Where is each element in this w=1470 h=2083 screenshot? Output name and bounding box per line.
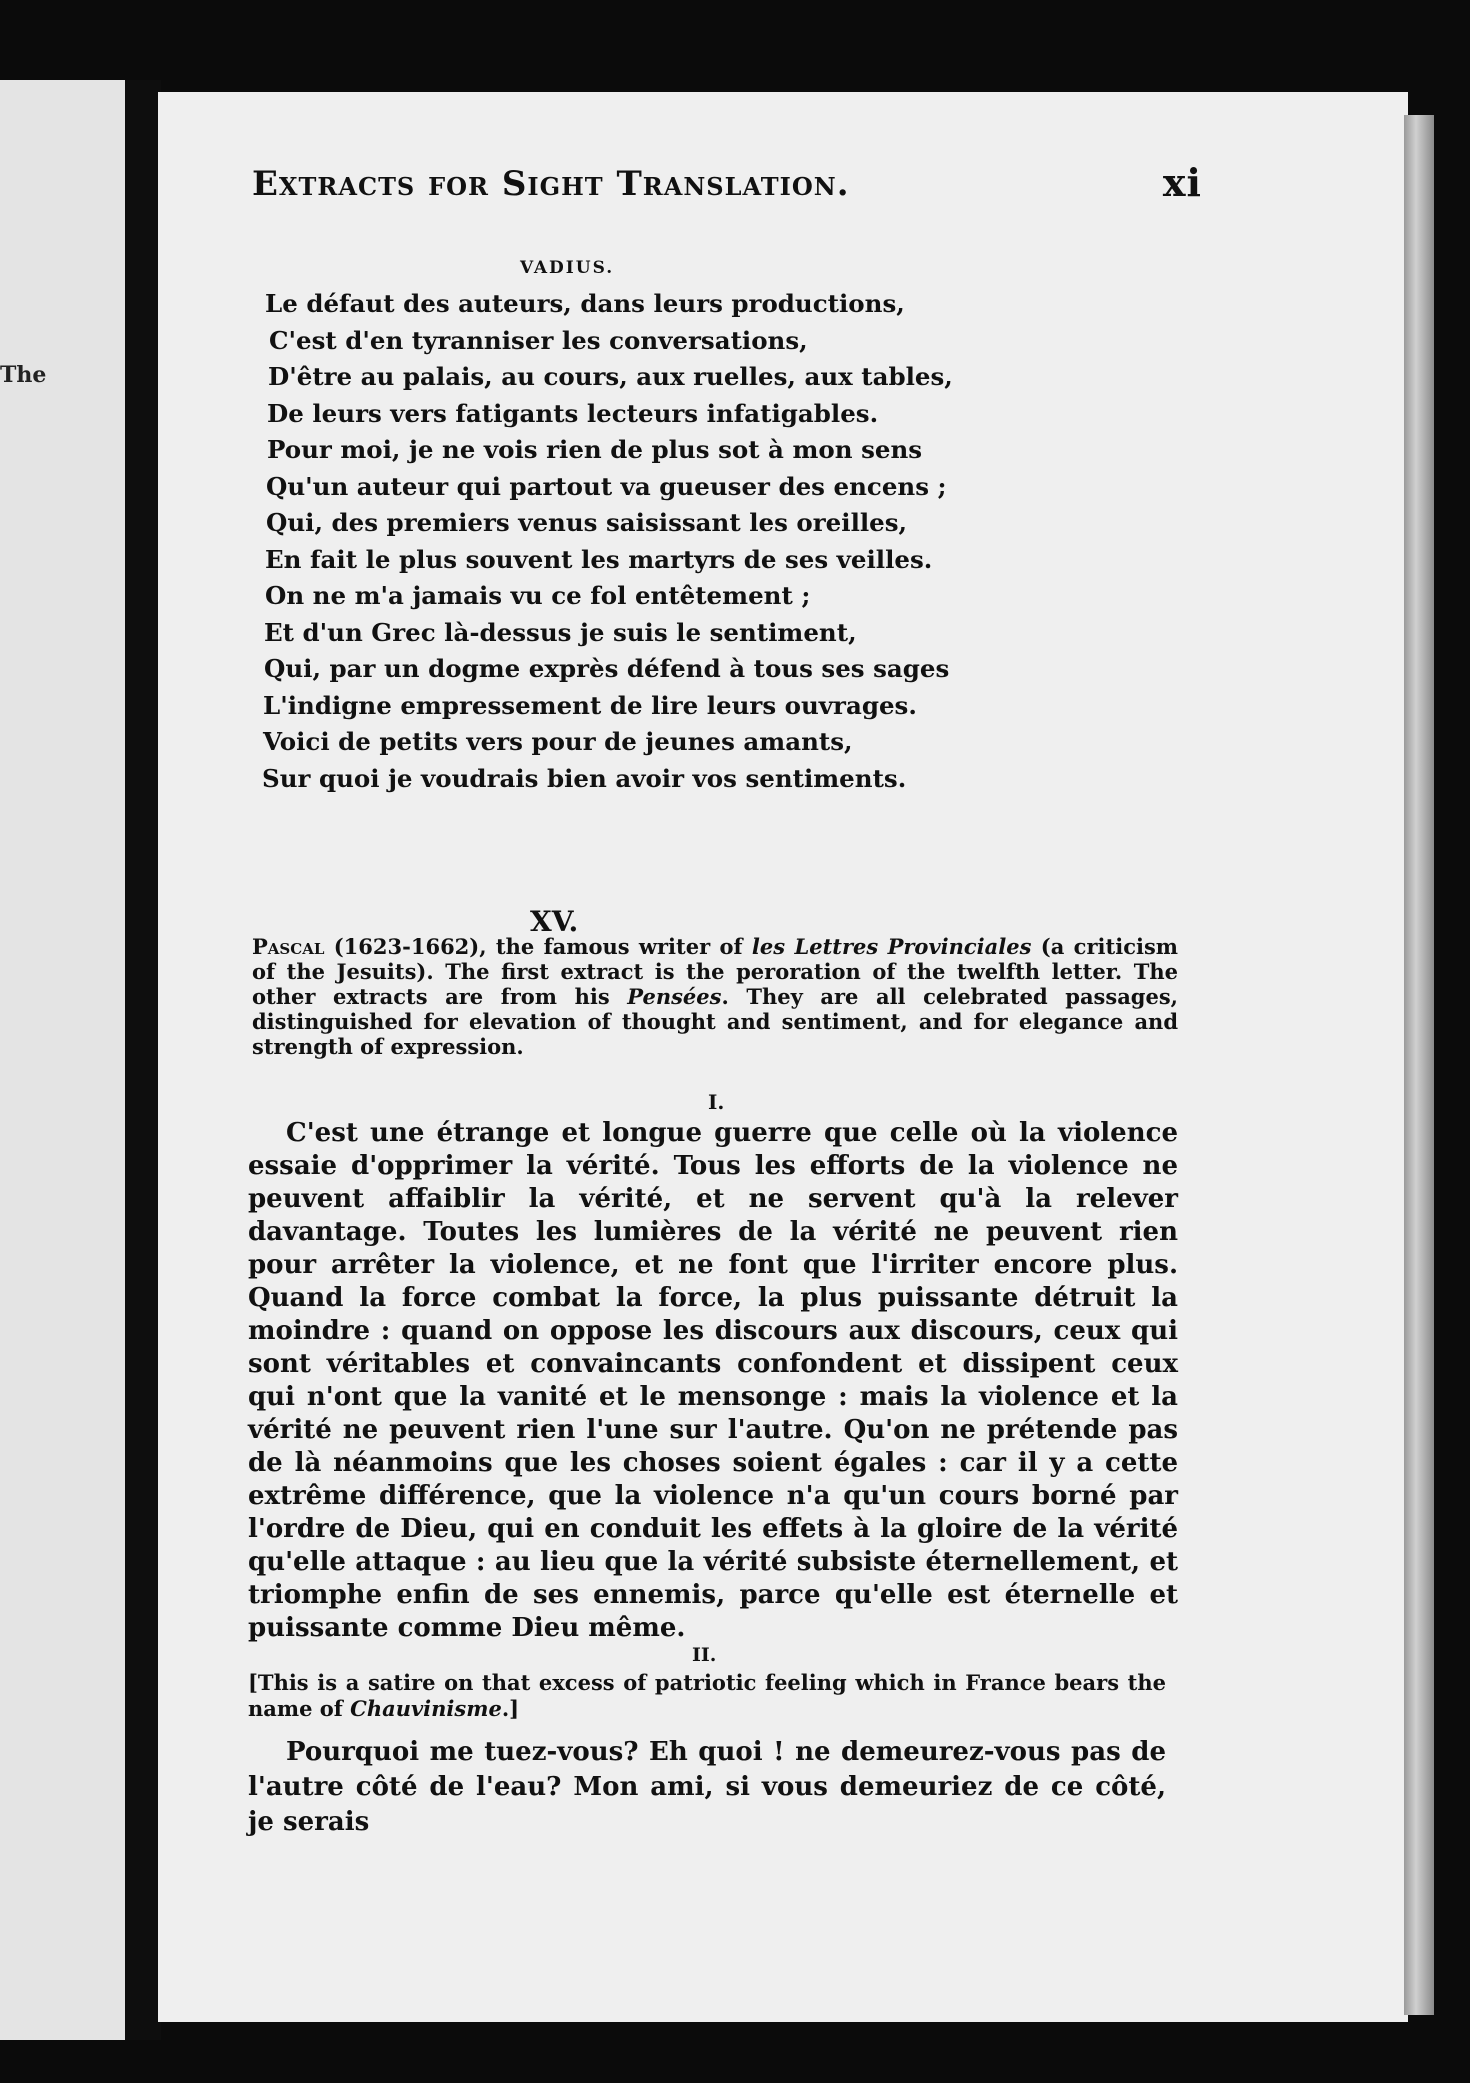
verse-block xyxy=(193,286,1093,797)
verse-line: L'indigne empressement de lire leurs ouvrages. xyxy=(263,690,917,720)
running-title: Extracts for Sight Translation. xyxy=(252,164,850,204)
verse-line: Qu'un auteur qui partout va gueuser des encens ; xyxy=(266,471,947,501)
verse-line: C'est d'en tyranniser les conversations, xyxy=(269,325,808,355)
part-label: II. xyxy=(692,1644,717,1666)
editor-note xyxy=(248,1670,1166,1722)
author-name: Pascal xyxy=(252,934,325,959)
left-page-edge xyxy=(0,80,125,2040)
paragraph: Pourquoi me tuez-vous? Eh quoi ! ne demeurez-vous pas de l'autre côté de l'eau? Mon ami, si vous demeuriez de ce côté, je serais xyxy=(248,1737,1166,1837)
page-number: xi xyxy=(1162,160,1202,205)
note-term: Chauvinisme xyxy=(350,1696,502,1721)
verse-line: D'être au palais, au cours, aux ruelles, aux tables, xyxy=(268,362,953,391)
book-binding xyxy=(125,80,161,2040)
verse-line: Qui, par un dogme exprès défend à tous ses sages xyxy=(264,654,950,683)
intro-text: . They are all celebrated passages, distinguished for elevation of thought and sentiment, and for elegance and strength of expression. xyxy=(252,984,1178,1059)
verse-line: Pour moi, je ne vois rien de plus sot à mon sens xyxy=(267,435,923,464)
note-text: .] xyxy=(501,1696,520,1721)
verse-line: Le défaut des auteurs, dans leurs productions, xyxy=(265,289,905,318)
section-number: XV. xyxy=(530,905,579,938)
page-stack-edge xyxy=(1404,115,1434,2015)
work-title: les Lettres Provinciales xyxy=(751,934,1032,959)
left-page-fragment: The xyxy=(0,362,47,388)
work-title: Pensées xyxy=(627,984,722,1009)
running-header xyxy=(252,160,1202,205)
speaker-name: VADIUS. xyxy=(520,258,615,278)
verse-line: De leurs vers fatigants lecteurs infatigables. xyxy=(267,398,879,428)
section-intro xyxy=(252,934,1178,1059)
verse-line: En fait le plus souvent les martyrs de ses veilles. xyxy=(265,544,933,574)
note-text: [This is a satire on that excess of patriotic feeling which in France bears the name of xyxy=(248,1670,1166,1721)
intro-text: (1623-1662), the famous writer of xyxy=(324,934,752,959)
verse-line: Qui, des premiers venus saisissant les oreilles, xyxy=(266,508,908,537)
intro-text: (a criticism of the Jesuits). The first extract is the peroration of the twelfth letter. The other extracts are from his xyxy=(252,934,1178,1009)
verse-line: Sur quoi je voudrais bien avoir vos sentiments. xyxy=(262,763,907,793)
verse-line: On ne m'a jamais vu ce fol entêtement ; xyxy=(265,581,811,610)
verse-line: Voici de petits vers pour de jeunes amants, xyxy=(263,727,853,756)
paragraph: C'est une étrange et longue guerre que celle où la violence essaie d'opprimer la vérité. Tous les efforts de la violence ne peuvent affaiblir la vérité, et ne servent qu'à la relever davantage. Toutes les lumières de la vérité ne peuvent rien pour arrêter la violence, et ne font que l'irriter encore plus. Quand la force combat la force, la plus puissante détruit la moindre : quand on oppose les discours aux discours, ceux qui sont véritables et convaincants confondent et dissipent ceux qui n'ont que la vanité et le mensonge : mais la violence et la vérité ne peuvent rien l'une sur l'autre. Qu'on ne prétende pas de là néanmoins que les choses soient égales : car il y a cette extrême différence, que la violence n'a qu'un cours borné par l'ordre de Dieu, qui en conduit les effets à la gloire de la vérité qu'elle attaque : au lieu que la vérité subsiste éternellement, et triomphe enfin de ses ennemis, parce qu'elle est éternelle et puissante comme Dieu même. xyxy=(248,1118,1178,1643)
part-label: I. xyxy=(708,1090,725,1114)
verse-line: Et d'un Grec là-dessus je suis le sentiment, xyxy=(264,617,857,647)
